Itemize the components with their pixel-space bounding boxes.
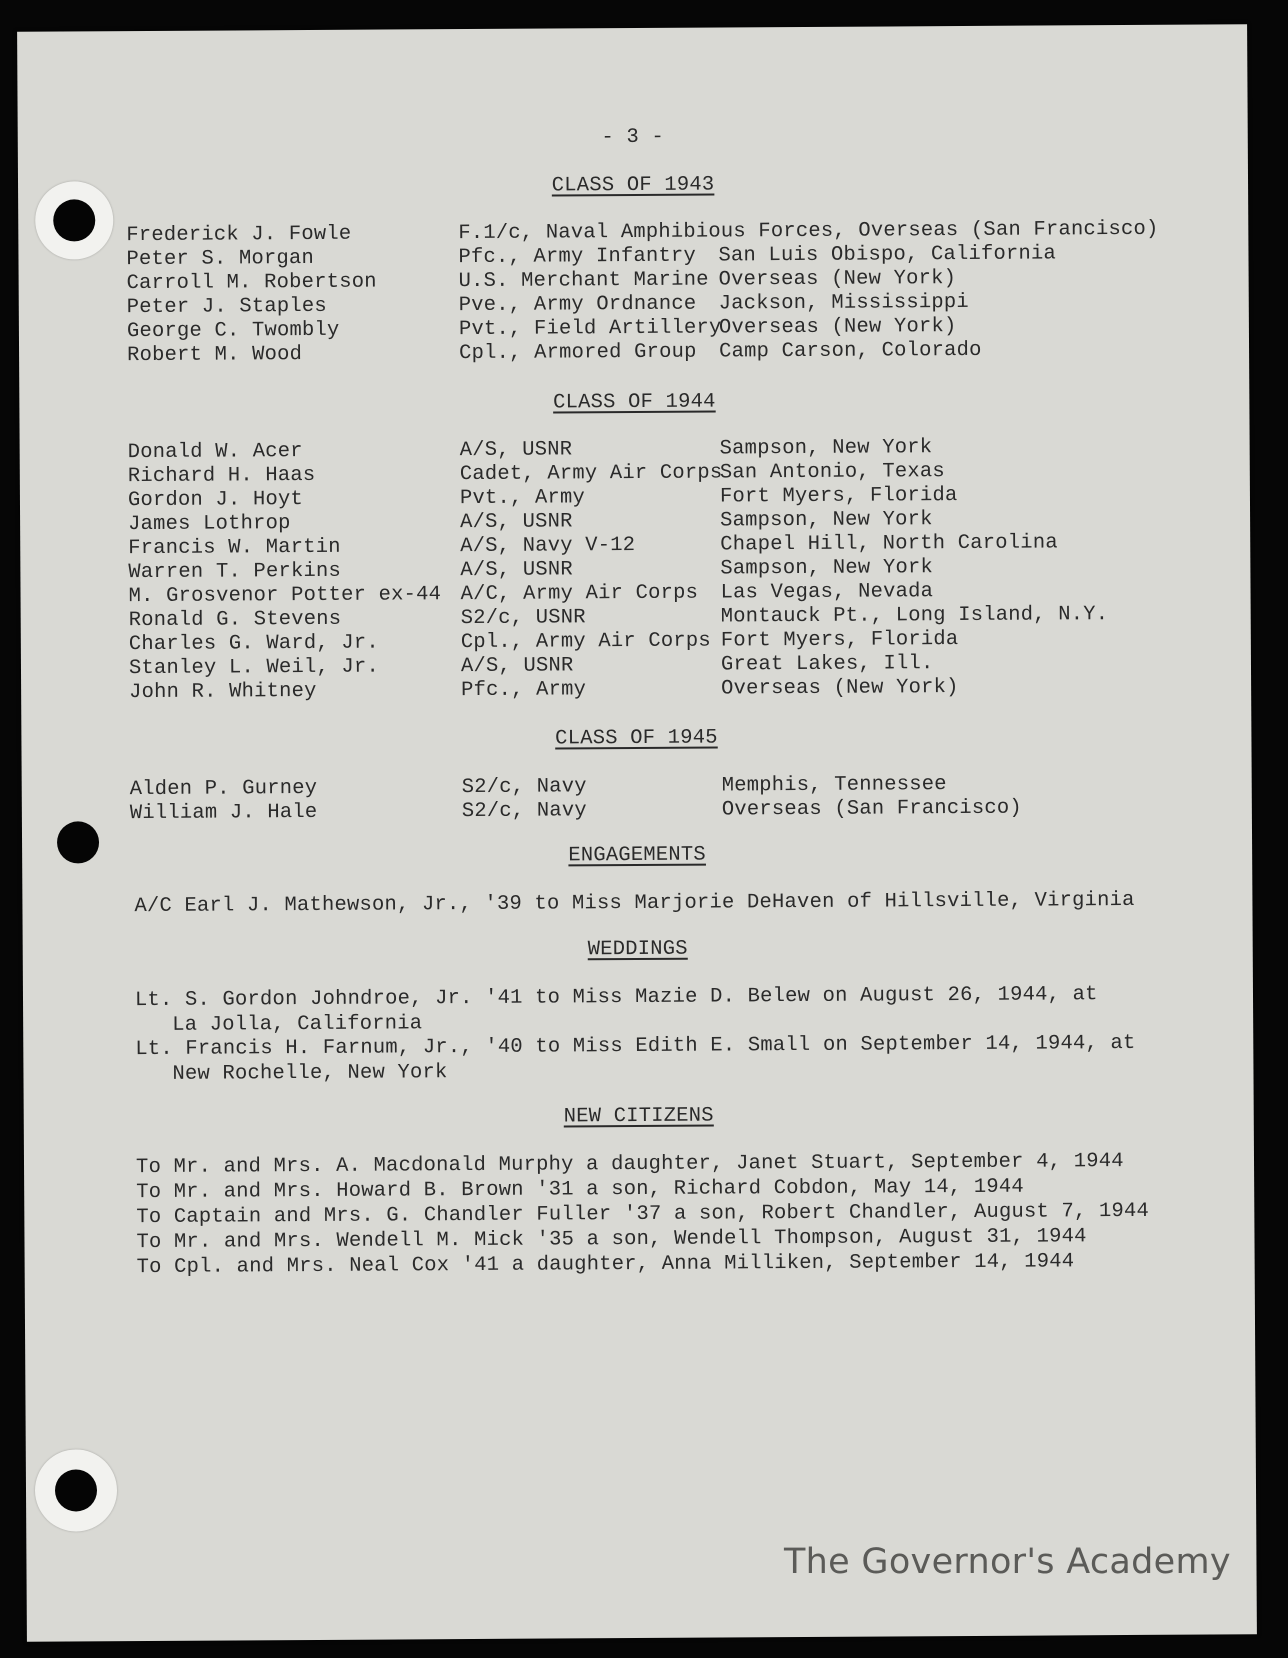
person-name: Donald W. Acer bbox=[127, 440, 303, 465]
rank-unit: A/S, USNR bbox=[460, 558, 573, 583]
person-name: William J. Hale bbox=[129, 800, 318, 826]
rank-unit: A/S, USNR bbox=[460, 510, 573, 535]
rank-unit: Pfc., Army Infantry bbox=[458, 244, 697, 270]
rank-unit: S2/c, Navy bbox=[461, 775, 587, 800]
wedding-entry-line: Lt. Francis H. Farnum, Jr., '40 to Miss Edith E. Small on September 14, 1944, at bbox=[135, 1031, 1136, 1062]
location: Overseas (San Francisco) bbox=[721, 796, 1022, 822]
class-1943-heading: CLASS OF 1943 bbox=[551, 173, 715, 198]
rank-unit: U.S. Merchant Marine bbox=[458, 268, 709, 294]
birth-announcement: To Captain and Mrs. G. Chandler Fuller '37 a son, Robert Chandler, August 7, 1944 bbox=[136, 1199, 1150, 1230]
location: Overseas (New York) bbox=[718, 267, 957, 292]
wedding-entry-line: Lt. S. Gordon Johndroe, Jr. '41 to Miss Mazie D. Belew on August 26, 1944, at bbox=[134, 983, 1098, 1013]
rank-unit: Cpl., Armored Group bbox=[458, 340, 697, 366]
class-1945-heading: CLASS OF 1945 bbox=[555, 726, 718, 751]
location: Montauck Pt., Long Island, N.Y. bbox=[720, 603, 1109, 629]
person-name: Peter J. Staples bbox=[126, 294, 327, 320]
person-name: Charles G. Ward, Jr. bbox=[128, 631, 379, 657]
person-name: Stanley L. Weil, Jr. bbox=[128, 655, 380, 681]
rank-unit: Cpl., Army Air Corps bbox=[460, 629, 711, 655]
location: Las Vegas, Nevada bbox=[720, 580, 934, 605]
watermark: The Governor's Academy bbox=[784, 1542, 1231, 1582]
location: Sampson, New York bbox=[719, 436, 933, 461]
location: San Antonio, Texas bbox=[719, 460, 945, 485]
location: Fort Myers, Florida bbox=[720, 628, 959, 653]
person-name: Robert M. Wood bbox=[127, 343, 303, 368]
person-name: James Lothrop bbox=[128, 512, 291, 537]
location: San Luis Obispo, California bbox=[718, 242, 1057, 268]
location: Fort Myers, Florida bbox=[719, 484, 958, 509]
class-1944-heading: CLASS OF 1944 bbox=[553, 390, 716, 415]
wedding-entry-line: La Jolla, California bbox=[172, 1012, 423, 1037]
rank-unit: Cadet, Army Air Corps bbox=[459, 461, 723, 487]
person-name: George C. Twombly bbox=[126, 318, 340, 344]
person-name: Warren T. Perkins bbox=[128, 559, 342, 585]
rank-unit: Pfc., Army bbox=[461, 678, 587, 703]
rank-unit: A/S, USNR bbox=[459, 438, 573, 463]
wedding-entry-line: New Rochelle, New York bbox=[172, 1061, 448, 1086]
birth-announcement: To Mr. and Mrs. A. Macdonald Murphy a daughter, Janet Stuart, September 4, 1944 bbox=[135, 1150, 1124, 1180]
new-citizens-heading: NEW CITIZENS bbox=[563, 1104, 714, 1129]
person-name: Carroll M. Robertson bbox=[126, 270, 377, 296]
engagement-entry: A/C Earl J. Mathewson, Jr., '39 to Miss Marjorie DeHaven of Hillsville, Virginia bbox=[134, 888, 1135, 919]
person-name: Francis W. Martin bbox=[128, 535, 341, 561]
punch-hole-bottom bbox=[55, 1469, 97, 1511]
rank-unit: A/C, Army Air Corps bbox=[460, 581, 699, 607]
rank-unit: Pvt., Field Artillery bbox=[458, 316, 722, 342]
engagements-heading: ENGAGEMENTS bbox=[568, 843, 706, 868]
location: Jackson, Mississippi bbox=[718, 290, 969, 316]
rank-unit: Pve., Army Ordnance bbox=[458, 292, 697, 318]
rank-unit: A/S, USNR bbox=[460, 654, 574, 679]
location: Overseas (New York) bbox=[718, 315, 957, 340]
document-page bbox=[17, 24, 1257, 1641]
birth-announcement: To Mr. and Mrs. Wendell M. Mick '35 a son, Wendell Thompson, August 31, 1944 bbox=[136, 1225, 1087, 1255]
rank-unit: F.1/c, Naval Amphibious Forces, Overseas (San Francisco) bbox=[458, 217, 1159, 246]
person-name: Gordon J. Hoyt bbox=[127, 488, 304, 513]
rank-unit: A/S, Navy V-12 bbox=[460, 534, 636, 559]
location: Sampson, New York bbox=[720, 556, 934, 581]
weddings-heading: WEDDINGS bbox=[587, 937, 688, 962]
rank-unit: Pvt., Army bbox=[459, 486, 586, 511]
person-name: Frederick J. Fowle bbox=[126, 222, 352, 248]
person-name: M. Grosvenor Potter ex-44 bbox=[128, 583, 442, 609]
location: Great Lakes, Ill. bbox=[720, 652, 934, 677]
rank-unit: S2/c, USNR bbox=[460, 606, 586, 631]
person-name: Ronald G. Stevens bbox=[128, 607, 342, 633]
birth-announcement: To Cpl. and Mrs. Neal Cox '41 a daughter, Anna Milliken, September 14, 1944 bbox=[136, 1250, 1075, 1280]
rank-unit: S2/c, Navy bbox=[461, 799, 587, 824]
birth-announcement: To Mr. and Mrs. Howard B. Brown '31 a son, Richard Cobdon, May 14, 1944 bbox=[136, 1175, 1024, 1205]
location: Chapel Hill, North Carolina bbox=[720, 531, 1058, 557]
location: Sampson, New York bbox=[720, 508, 933, 533]
location: Camp Carson, Colorado bbox=[718, 338, 982, 364]
location: Memphis, Tennessee bbox=[721, 773, 947, 798]
person-name: John R. Whitney bbox=[129, 679, 317, 705]
person-name: Alden P. Gurney bbox=[129, 776, 318, 802]
location: Overseas (New York) bbox=[721, 676, 959, 701]
page-number: - 3 - bbox=[601, 125, 665, 150]
person-name: Richard H. Haas bbox=[127, 463, 316, 489]
person-name: Peter S. Morgan bbox=[126, 246, 315, 272]
